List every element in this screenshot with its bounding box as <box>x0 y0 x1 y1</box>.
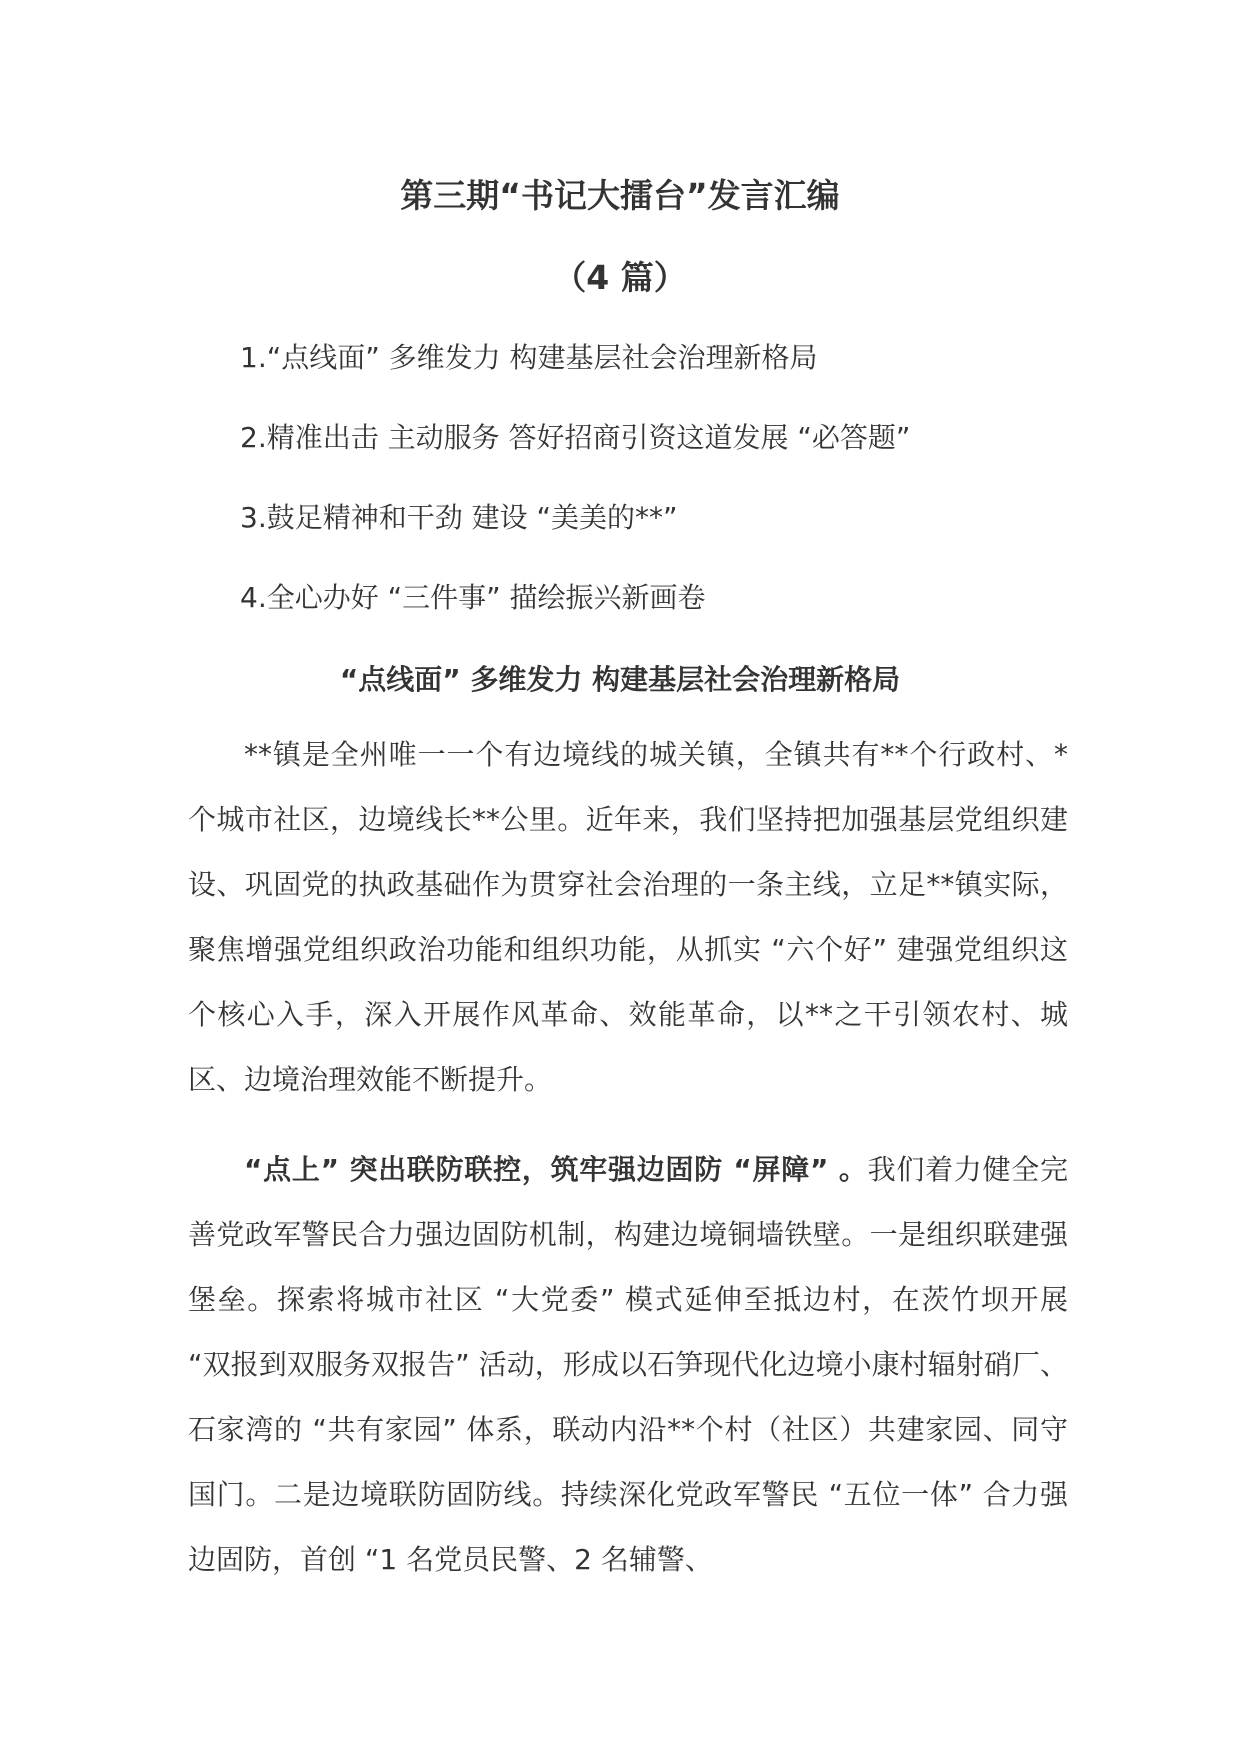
toc-item: 3.鼓足精神和干劲 建设 “美美的**” <box>240 501 678 534</box>
toc-item: 2.精准出击 主动服务 答好招商引资这道发展 “必答题” <box>240 421 911 454</box>
paragraph-body-text: 我们着力健全完善党政军警民合力强边固防机制，构建边境铜墙铁壁。一是组织联建强堡垒。探索将城市社区 “大党委” 模式延伸至抵边村，在茨竹坝开展 “双报到双服务双报告” 活动，形成以石笋现代化边境小康村辐射硝厂、石家湾的 “共有家园” 体系，联动内沿**个村（社区）共建家园、同守国门。二是边境联防固防线。持续深化党政军警民 “五位一体” 合力强边固防，首创 “1 名党员民警、2 名辅警、 <box>188 1153 1068 1576</box>
document-title: 第三期“书记大擂台”发言汇编 <box>400 176 840 215</box>
section-heading: “点线面” 多维发力 构建基层社会治理新格局 <box>339 663 901 696</box>
document-subtitle: （4 篇） <box>553 258 687 297</box>
toc-item: 4.全心办好 “三件事” 描绘振兴新画卷 <box>240 581 706 614</box>
table-of-contents <box>240 338 1140 658</box>
toc-item: 1.“点线面” 多维发力 构建基层社会治理新格局 <box>240 341 818 374</box>
paragraph-lead-heading: “点上” 突出联防联控，筑牢强边固防 “屏障” 。 <box>244 1153 868 1186</box>
body-paragraph: **镇是全州唯一一个有边境线的城关镇，全镇共有**个行政村、*个城市社区，边境线长**公里。近年来，我们坚持把加强基层党组织建设、巩固党的执政基础作为贯穿社会治理的一条主线，立足**镇实际，聚焦增强党组织政治功能和组织功能，从抓实 “六个好” 建强党组织这个核心入手，深入开展作风革命、效能革命，以**之干引领农村、城区、边境治理效能不断提升。 <box>188 738 1068 1096</box>
body-paragraph <box>188 1137 1068 1592</box>
